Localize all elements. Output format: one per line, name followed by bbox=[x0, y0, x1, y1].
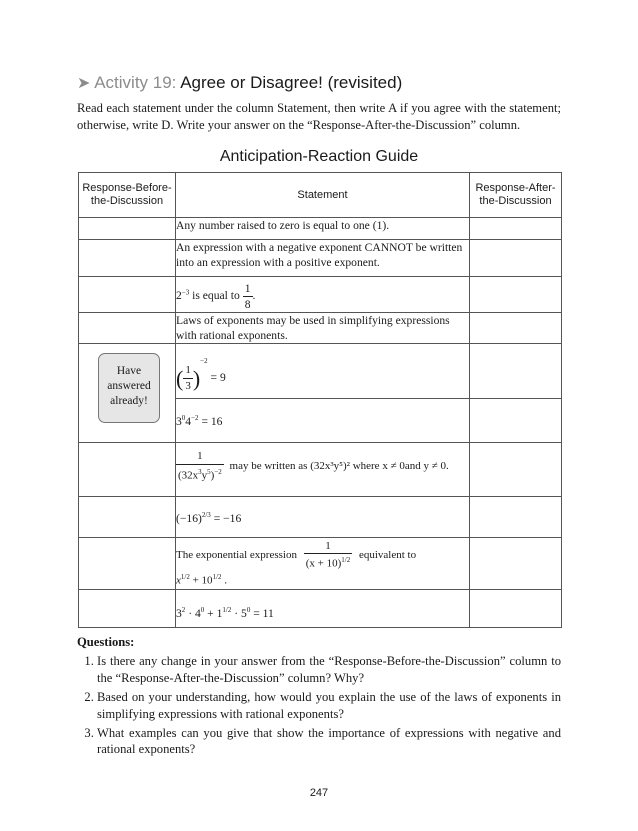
statement-cell: An expression with a negative exponent CANNOT be written into an expression with a positive exponent. bbox=[176, 240, 470, 277]
question-item: 1. Is there any change in your answer from the “Response-Before-the-Discussion” column to the “Response-After-the-Discussion” column? Why? bbox=[97, 653, 561, 686]
guide-title: Anticipation-Reaction Guide bbox=[219, 148, 419, 165]
after-cell[interactable] bbox=[470, 443, 562, 497]
after-cell[interactable] bbox=[470, 590, 562, 628]
before-cell[interactable] bbox=[79, 497, 176, 538]
header-statement: Statement bbox=[176, 173, 470, 218]
fraction: $\frac{1}{3}$ bbox=[185, 363, 191, 392]
before-cell[interactable] bbox=[79, 538, 176, 590]
instructions: Read each statement under the column Statement, then write A if you agree with the statement; otherwise, write D. Write your answer on the “Response-After-the-Discussion” column. bbox=[77, 101, 561, 132]
table-row bbox=[79, 218, 562, 240]
table-row bbox=[79, 590, 562, 628]
table-row bbox=[79, 277, 562, 313]
before-cell[interactable] bbox=[79, 277, 176, 313]
fraction: $\frac{1}{(32x^3y^5)^{-2}}$ bbox=[178, 450, 222, 482]
answered-note: Have answered already! bbox=[98, 353, 160, 423]
page-number: 247 bbox=[309, 787, 329, 799]
after-cell[interactable] bbox=[470, 277, 562, 313]
before-cell[interactable] bbox=[79, 590, 176, 628]
statement-cell: The exponential expression $\frac{1}{(x + 10)^{1/2}}$ equivalent to $x^{1/2} + 10^{1/2}$ . bbox=[176, 538, 470, 590]
before-cell[interactable] bbox=[79, 218, 176, 240]
before-cell[interactable] bbox=[79, 443, 176, 497]
statement-cell: $2^{-3}$ is equal to $\frac{1}{8}$ . bbox=[176, 277, 470, 313]
statement-cell: Laws of exponents may be used in simplifying expressions with rational exponents. bbox=[176, 313, 470, 344]
after-cell[interactable] bbox=[470, 240, 562, 277]
activity-label: Activity 19: bbox=[94, 73, 177, 92]
after-cell[interactable] bbox=[470, 313, 562, 344]
question-item: 2. Based on your understanding, how would you explain the use of the laws of exponents in simplifying expressions with rational exponents? bbox=[97, 689, 561, 722]
table-row bbox=[79, 443, 562, 497]
after-cell[interactable] bbox=[470, 344, 562, 399]
question-item: 3. What examples can you give that show the importance of expressions with negative and rational exponents? bbox=[97, 725, 561, 758]
statement-cell: $(-16)^{2/3} = -16$ bbox=[176, 497, 470, 538]
header-after: Response-After-the-Discussion bbox=[470, 173, 562, 218]
header-before: Response-Before-the-Discussion bbox=[79, 173, 176, 218]
questions-list bbox=[77, 653, 561, 757]
table-header-row bbox=[79, 173, 562, 218]
activity-heading bbox=[77, 73, 402, 93]
fraction: $\frac{1}{8}$ bbox=[244, 282, 251, 311]
questions-title: Questions: bbox=[77, 635, 135, 649]
questions-section bbox=[77, 634, 561, 761]
statement-cell: $3^2 \cdot 4^0 + 1^{1/2} \cdot 5^0 = 11$ bbox=[176, 590, 470, 628]
after-cell[interactable] bbox=[470, 218, 562, 240]
after-cell[interactable] bbox=[470, 399, 562, 443]
before-cell[interactable] bbox=[79, 240, 176, 277]
table-row bbox=[79, 240, 562, 277]
statement-cell: $3^04^{-2} = 16$ bbox=[176, 399, 470, 443]
before-cell[interactable] bbox=[79, 313, 176, 344]
table-row bbox=[79, 313, 562, 344]
after-cell[interactable] bbox=[470, 538, 562, 590]
statement-cell: Any number raised to zero is equal to one (1). bbox=[176, 218, 470, 240]
statement-cell: ( $\frac{1}{3}$ )$^{-2}$ = 9 bbox=[176, 344, 470, 399]
statement-cell: $\frac{1}{(32x^3y^5)^{-2}}$ may be written as (32x³y⁵)² where x ≠ 0and y ≠ 0. bbox=[176, 443, 470, 497]
fraction: $\frac{1}{(x + 10)^{1/2}}$ bbox=[305, 540, 351, 570]
arrow-icon: ➤ bbox=[77, 75, 91, 92]
table-row bbox=[79, 538, 562, 590]
activity-title: Agree or Disagree! (revisited) bbox=[180, 73, 403, 92]
after-cell[interactable] bbox=[470, 497, 562, 538]
table-row bbox=[79, 497, 562, 538]
